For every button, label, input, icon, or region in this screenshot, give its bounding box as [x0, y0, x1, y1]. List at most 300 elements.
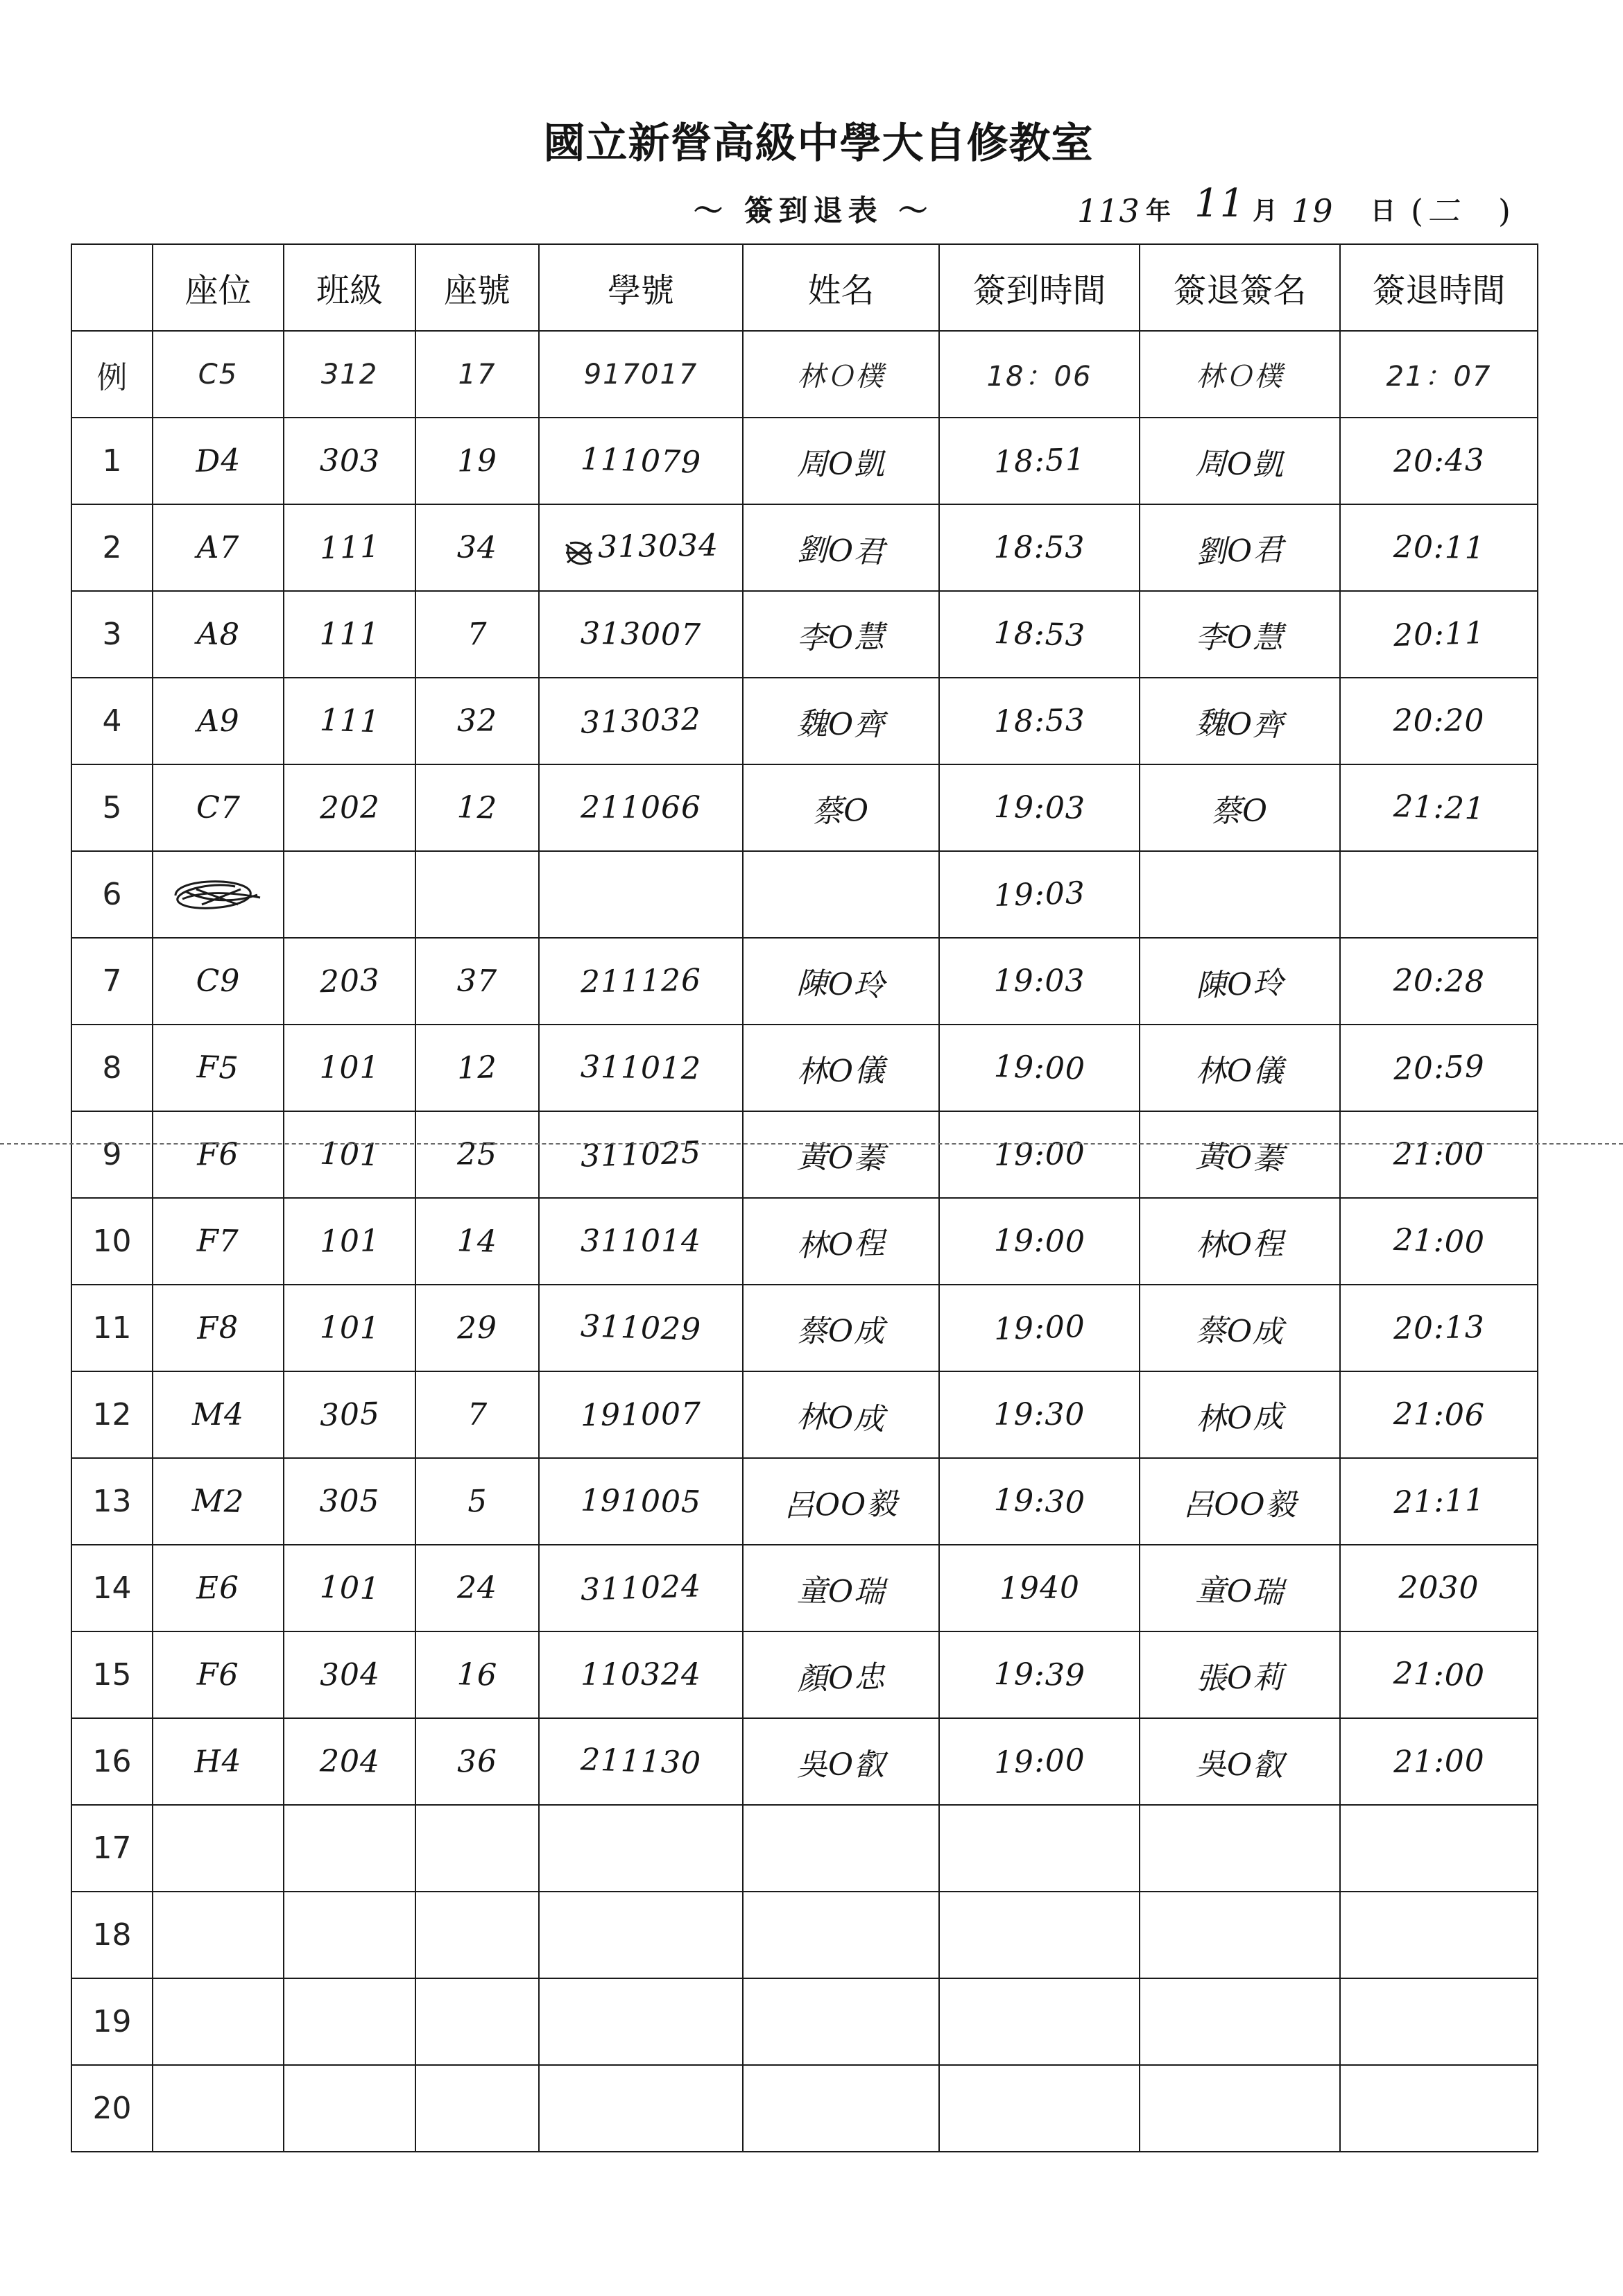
- check-out-time-cell: [1340, 1025, 1538, 1111]
- check-out-time-cell: [1340, 331, 1538, 418]
- student-id-cell: [539, 1718, 743, 1805]
- row-number-text: 14: [92, 1570, 132, 1606]
- check-in-time-cell: [939, 418, 1140, 504]
- student-id-text: 211066: [581, 790, 701, 825]
- row-number-cell: [71, 1371, 153, 1458]
- check-out-signature-cell: [1140, 851, 1340, 938]
- check-out-time-text: 20:20: [1393, 703, 1485, 739]
- table-row: [71, 678, 1538, 764]
- student-id-cell: [539, 1285, 743, 1371]
- class-cell: [284, 2065, 415, 2152]
- check-out-time-cell: [1340, 2065, 1538, 2152]
- check-out-signature-cell: [1140, 1371, 1340, 1458]
- name-text: 周O凱: [796, 446, 886, 482]
- seat-text: M2: [191, 1482, 245, 1520]
- name-cell: [743, 244, 939, 331]
- check-out-time-text: 21:21: [1392, 788, 1486, 828]
- row-number-cell: [71, 1458, 153, 1545]
- name-text: 呂OO毅: [784, 1486, 899, 1523]
- check-in-time-cell: [939, 331, 1140, 418]
- class-cell: [284, 1111, 415, 1198]
- name-cell: [743, 1978, 939, 2065]
- seat-cell: [153, 1458, 284, 1545]
- check-out-signature-cell: [1140, 1978, 1340, 2065]
- seat-number-cell: [415, 1805, 539, 1892]
- check-in-time-text: 19:03: [993, 789, 1085, 827]
- name-cell: [743, 938, 939, 1025]
- scribble-mark: [563, 539, 595, 567]
- row-number-cell: [71, 764, 153, 851]
- class-cell: [284, 1978, 415, 2065]
- name-text: 蔡O成: [796, 1313, 886, 1349]
- table-row: [71, 504, 1538, 591]
- check-out-signature-cell: [1140, 504, 1340, 591]
- table-row: [71, 418, 1538, 504]
- table-row: [71, 1718, 1538, 1805]
- check-out-signature-text: 簽退簽名: [1173, 271, 1307, 310]
- student-id-cell: [539, 851, 743, 938]
- student-id-text: 191005: [580, 1482, 702, 1520]
- seat-number-cell: [415, 764, 539, 851]
- row-number-cell: [71, 1285, 153, 1371]
- check-out-signature-cell: [1140, 1025, 1340, 1111]
- student-id-text: 313034: [597, 527, 719, 565]
- check-out-signature-cell: [1140, 1285, 1340, 1371]
- name-text: 林O程: [796, 1225, 886, 1264]
- check-in-time-cell: [939, 1458, 1140, 1545]
- seat-number-text: 12: [456, 1050, 498, 1086]
- student-id-text: 191007: [580, 1396, 702, 1434]
- seat-number-cell: [415, 1545, 539, 1631]
- check-out-signature-text: 吳O叡: [1195, 1746, 1285, 1783]
- seat-number-cell: [415, 1978, 539, 2065]
- check-out-signature-cell: [1140, 418, 1340, 504]
- row-number-text: 2: [102, 530, 122, 565]
- check-in-time-cell: [939, 1545, 1140, 1631]
- check-in-time-text: 19:30: [993, 1482, 1086, 1521]
- seat-text: F8: [196, 1310, 240, 1346]
- check-out-signature-text: 黃O蓁: [1195, 1138, 1285, 1177]
- seat-number-cell: [415, 851, 539, 938]
- name-cell: [743, 1631, 939, 1718]
- row-number-cell: [71, 504, 153, 591]
- check-in-time-cell: [939, 2065, 1140, 2152]
- check-in-time-cell: [939, 851, 1140, 938]
- student-id-text: 313032: [580, 701, 702, 741]
- check-out-signature-text: 林O儀: [1195, 1053, 1285, 1089]
- check-out-time-cell: [1340, 1892, 1538, 1978]
- class-cell: [284, 938, 415, 1025]
- student-id-cell: [539, 1805, 743, 1892]
- check-out-time-cell: [1340, 1978, 1538, 2065]
- name-cell: [743, 1458, 939, 1545]
- check-in-time-cell: [939, 1371, 1140, 1458]
- seat-cell: [153, 1111, 284, 1198]
- date-year-label: 年: [1146, 196, 1171, 225]
- seat-cell: [153, 1631, 284, 1718]
- seat-cell: [153, 851, 284, 938]
- seat-text: F7: [196, 1223, 240, 1260]
- check-in-time-text: 18:53: [993, 530, 1085, 565]
- table-row: [71, 1458, 1538, 1545]
- seat-cell: [153, 331, 284, 418]
- check-in-time-cell: [939, 1111, 1140, 1198]
- check-in-time-text: 19:00: [993, 1048, 1086, 1088]
- seat-number-cell: [415, 418, 539, 504]
- seat-number-cell: [415, 591, 539, 678]
- check-out-signature-text: 林O成: [1195, 1398, 1285, 1437]
- date-month-label: 月: [1253, 196, 1278, 225]
- row-number-cell: [71, 1025, 153, 1111]
- check-in-time-cell: [939, 244, 1140, 331]
- seat-number-cell: [415, 331, 539, 418]
- check-out-time-text: 21:00: [1392, 1655, 1486, 1695]
- student-id-cell: [539, 1631, 743, 1718]
- check-out-time-cell: [1340, 418, 1538, 504]
- check-out-signature-cell: [1140, 591, 1340, 678]
- check-out-signature-text: 魏O齊: [1195, 705, 1285, 744]
- name-text: 黃O蓁: [796, 1139, 886, 1176]
- table-row: [71, 591, 1538, 678]
- check-out-signature-cell: [1140, 244, 1340, 331]
- check-in-time-cell: [939, 1805, 1140, 1892]
- seat-number-cell: [415, 244, 539, 331]
- class-cell: [284, 1025, 415, 1111]
- class-cell: [284, 418, 415, 504]
- check-out-time-text: 21:00: [1393, 1137, 1485, 1172]
- check-out-time-text: 21:11: [1392, 1482, 1486, 1521]
- check-out-time-text: 20:13: [1393, 1309, 1485, 1347]
- seat-text: F6: [196, 1656, 240, 1693]
- name-cell: [743, 591, 939, 678]
- check-in-time-cell: [939, 938, 1140, 1025]
- student-id-cell: [539, 1892, 743, 1978]
- name-cell: [743, 1892, 939, 1978]
- check-out-signature-cell: [1140, 678, 1340, 764]
- check-out-time-cell: [1340, 1458, 1538, 1545]
- seat-cell: [153, 1545, 284, 1631]
- check-in-time-text: 19:00: [993, 1742, 1086, 1781]
- seat-number-cell: [415, 1718, 539, 1805]
- seat-number-cell: [415, 1631, 539, 1718]
- table-row: [71, 1025, 1538, 1111]
- class-text: 101: [319, 1223, 380, 1260]
- check-out-signature-cell: [1140, 1718, 1340, 1805]
- check-in-time-cell: [939, 1631, 1140, 1718]
- check-out-signature-cell: [1140, 764, 1340, 851]
- seat-number-text: 12: [456, 789, 498, 826]
- name-text: 陳O玲: [796, 965, 886, 1004]
- student-id-cell: [539, 2065, 743, 2152]
- name-cell: [743, 1198, 939, 1285]
- table-row: [71, 1805, 1538, 1892]
- student-id-text: 311024: [580, 1568, 702, 1608]
- date-close-paren: ): [1498, 192, 1511, 230]
- student-id-cell: [539, 331, 743, 418]
- class-cell: [284, 1631, 415, 1718]
- seat-cell: [153, 244, 284, 331]
- check-in-time-cell: [939, 678, 1140, 764]
- class-text: 101: [319, 1310, 380, 1346]
- check-out-time-text: 簽退時間: [1372, 271, 1506, 310]
- class-cell: [284, 764, 415, 851]
- class-cell: [284, 244, 415, 331]
- date-day-label: 日: [1371, 196, 1396, 225]
- row-number-text: 1: [102, 443, 122, 479]
- check-in-time-cell: [939, 1025, 1140, 1111]
- class-text: 305: [319, 1484, 380, 1519]
- table-row: [71, 2065, 1538, 2152]
- name-cell: [743, 1545, 939, 1631]
- seat-text: C5: [198, 358, 239, 391]
- row-number-text: 6: [102, 877, 122, 912]
- example-row: [71, 331, 1538, 418]
- seat-cell: [153, 418, 284, 504]
- row-number-text: 20: [92, 2091, 132, 2126]
- check-out-time-text: 21:00: [1393, 1742, 1485, 1781]
- seat-number-cell: [415, 1458, 539, 1545]
- student-id-text: 110324: [581, 1657, 701, 1693]
- name-cell: [743, 1285, 939, 1371]
- document-title: 國立新營高級中學大自修教室: [543, 119, 1094, 168]
- check-in-time-cell: [939, 1978, 1140, 2065]
- class-cell: [284, 1892, 415, 1978]
- check-out-time-cell: [1340, 1718, 1538, 1805]
- seat-number-cell: [415, 938, 539, 1025]
- student-id-text: 313007: [580, 615, 702, 653]
- check-out-time-cell: [1340, 1285, 1538, 1371]
- row-number-cell: [71, 331, 153, 418]
- check-in-time-text: 1940: [999, 1570, 1080, 1607]
- seat-cell: [153, 1285, 284, 1371]
- seat-text: C7: [196, 789, 241, 826]
- student-id-cell: [539, 1978, 743, 2065]
- row-number-text: 9: [102, 1137, 122, 1172]
- student-id-text: 311025: [580, 1135, 702, 1174]
- check-out-time-cell: [1340, 244, 1538, 331]
- student-id-cell: [539, 1371, 743, 1458]
- seat-number-cell: [415, 1198, 539, 1285]
- row-number-cell: [71, 1545, 153, 1631]
- seat-number-text: 24: [457, 1570, 497, 1606]
- student-id-cell: [539, 244, 743, 331]
- check-out-time-cell: [1340, 1198, 1538, 1285]
- name-cell: [743, 418, 939, 504]
- check-in-time-cell: [939, 1718, 1140, 1805]
- row-number-text: 17: [92, 1831, 132, 1866]
- name-cell: [743, 1371, 939, 1458]
- row-number-text: 例: [96, 359, 128, 395]
- seat-text: D4: [195, 442, 241, 480]
- check-out-time-text: 20:59: [1392, 1048, 1486, 1088]
- table-row: [71, 1545, 1538, 1631]
- seat-number-text: 19: [456, 443, 498, 479]
- student-id-text: 311029: [580, 1308, 702, 1348]
- class-cell: [284, 1545, 415, 1631]
- row-number-cell: [71, 244, 153, 331]
- seat-number-text: 36: [456, 1743, 498, 1780]
- seat-cell: [153, 678, 284, 764]
- row-number-text: 13: [92, 1484, 132, 1519]
- class-text: 111: [319, 617, 380, 652]
- check-out-signature-text: 林Ｏ樸: [1196, 361, 1284, 393]
- seat-cell: [153, 1371, 284, 1458]
- document-subtitle: ～ 簽到退表 ～: [694, 194, 934, 228]
- class-cell: [284, 591, 415, 678]
- student-id-text: 學號: [607, 271, 674, 310]
- student-id-text: 211126: [580, 962, 702, 1000]
- check-out-time-text: 20:11: [1392, 615, 1486, 654]
- student-id-text: 311014: [581, 1224, 701, 1259]
- check-out-time-text: 20:28: [1393, 962, 1485, 1000]
- seat-text: F6: [196, 1136, 240, 1173]
- class-cell: [284, 504, 415, 591]
- row-number-cell: [71, 418, 153, 504]
- seat-text: F5: [196, 1050, 240, 1086]
- check-out-signature-text: 蔡O: [1211, 792, 1269, 830]
- name-cell: [743, 1025, 939, 1111]
- date-day: 19: [1291, 192, 1334, 230]
- check-in-time-text: 19:03: [993, 963, 1085, 999]
- student-id-cell: [539, 1198, 743, 1285]
- table-row: [71, 1111, 1538, 1198]
- class-text: 101: [318, 1136, 381, 1174]
- name-cell: [743, 1111, 939, 1198]
- row-number-cell: [71, 938, 153, 1025]
- check-out-signature-text: 陳O玲: [1195, 965, 1285, 1004]
- check-in-time-text: 19:00: [993, 1222, 1085, 1260]
- check-in-time-cell: [939, 1892, 1140, 1978]
- check-in-time-text: 19:00: [993, 1308, 1086, 1348]
- seat-number-text: 5: [466, 1483, 488, 1520]
- check-out-time-cell: [1340, 504, 1538, 591]
- row-number-text: 12: [92, 1397, 132, 1432]
- check-in-time-text: 18：06: [986, 361, 1092, 393]
- name-text: 童O瑞: [796, 1573, 886, 1610]
- row-number-cell: [71, 1631, 153, 1718]
- name-cell: [743, 331, 939, 418]
- seat-cell: [153, 1718, 284, 1805]
- row-number-text: 10: [92, 1224, 132, 1259]
- check-out-signature-cell: [1140, 1805, 1340, 1892]
- row-number-cell: [71, 1805, 153, 1892]
- name-cell: [743, 851, 939, 938]
- table-row: [71, 1978, 1538, 2065]
- check-out-signature-text: 林O程: [1195, 1226, 1285, 1263]
- check-out-time-text: 2030: [1398, 1570, 1479, 1606]
- check-out-signature-cell: [1140, 1198, 1340, 1285]
- check-out-time-cell: [1340, 1371, 1538, 1458]
- name-cell: [743, 764, 939, 851]
- row-number-text: 8: [102, 1050, 122, 1086]
- check-in-time-cell: [939, 764, 1140, 851]
- seat-number-cell: [415, 1371, 539, 1458]
- row-number-text: 7: [102, 963, 122, 999]
- seat-cell: [153, 591, 284, 678]
- seat-number-text: 14: [456, 1223, 498, 1260]
- check-out-time-text: 20:43: [1393, 442, 1485, 480]
- row-number-cell: [71, 1718, 153, 1805]
- table-row: [71, 1198, 1538, 1285]
- class-cell: [284, 851, 415, 938]
- check-out-time-cell: [1340, 1545, 1538, 1631]
- check-out-signature-text: 張O莉: [1195, 1659, 1285, 1697]
- row-number-cell: [71, 1111, 153, 1198]
- table-row: [71, 851, 1538, 938]
- name-cell: [743, 678, 939, 764]
- check-in-time-cell: [939, 1285, 1140, 1371]
- name-cell: [743, 504, 939, 591]
- sign-in-sheet-table: [71, 243, 1538, 2152]
- student-id-cell: [539, 418, 743, 504]
- date-open-paren: (: [1411, 192, 1423, 230]
- check-out-signature-cell: [1140, 1458, 1340, 1545]
- check-in-time-text: 簽到時間: [972, 271, 1106, 310]
- check-out-signature-cell: [1140, 2065, 1340, 2152]
- row-number-text: 19: [92, 2004, 132, 2039]
- name-text: 林Ｏ樸: [797, 361, 885, 393]
- student-id-cell: [539, 591, 743, 678]
- class-text: 202: [319, 789, 380, 826]
- student-id-cell: [539, 504, 743, 591]
- check-out-time-cell: [1340, 1805, 1538, 1892]
- seat-cell: [153, 2065, 284, 2152]
- check-out-time-cell: [1340, 591, 1538, 678]
- seat-cell: [153, 938, 284, 1025]
- check-out-signature-cell: [1140, 331, 1340, 418]
- seat-cell: [153, 1892, 284, 1978]
- check-in-time-text: 19:00: [993, 1136, 1085, 1174]
- check-in-time-cell: [939, 504, 1140, 591]
- student-id-cell: [539, 938, 743, 1025]
- row-number-text: 11: [92, 1310, 132, 1346]
- scribble-mark: [169, 871, 266, 920]
- row-number-cell: [71, 678, 153, 764]
- row-number-text: 18: [92, 1917, 132, 1953]
- check-out-time-cell: [1340, 764, 1538, 851]
- check-out-signature-text: 劉O君: [1195, 531, 1285, 570]
- seat-number-text: 座號: [443, 271, 510, 310]
- seat-number-text: 37: [456, 963, 498, 1000]
- seat-number-cell: [415, 678, 539, 764]
- row-number-text: 16: [92, 1744, 132, 1779]
- sign-sheet-body: [71, 244, 1538, 2152]
- student-id-cell: [539, 1025, 743, 1111]
- check-in-time-text: 18:53: [993, 615, 1086, 654]
- class-cell: [284, 1805, 415, 1892]
- row-number-text: 3: [102, 617, 122, 652]
- seat-cell: [153, 1978, 284, 2065]
- check-out-time-cell: [1340, 851, 1538, 938]
- date-year: 113: [1077, 192, 1140, 230]
- class-text: 101: [319, 1050, 380, 1086]
- seat-number-cell: [415, 504, 539, 591]
- seat-text: E6: [196, 1570, 240, 1607]
- seat-number-text: 7: [466, 616, 488, 653]
- class-text: 304: [319, 1656, 380, 1693]
- class-text: 203: [318, 962, 381, 1000]
- check-out-signature-text: 李O慧: [1195, 619, 1285, 656]
- row-number-cell: [71, 851, 153, 938]
- student-id-cell: [539, 1545, 743, 1631]
- check-out-time-cell: [1340, 1631, 1538, 1718]
- class-cell: [284, 678, 415, 764]
- seat-text: M4: [191, 1397, 245, 1432]
- seat-number-cell: [415, 2065, 539, 2152]
- check-out-signature-cell: [1140, 1545, 1340, 1631]
- seat-number-text: 25: [457, 1137, 497, 1172]
- seat-text: A9: [196, 703, 240, 739]
